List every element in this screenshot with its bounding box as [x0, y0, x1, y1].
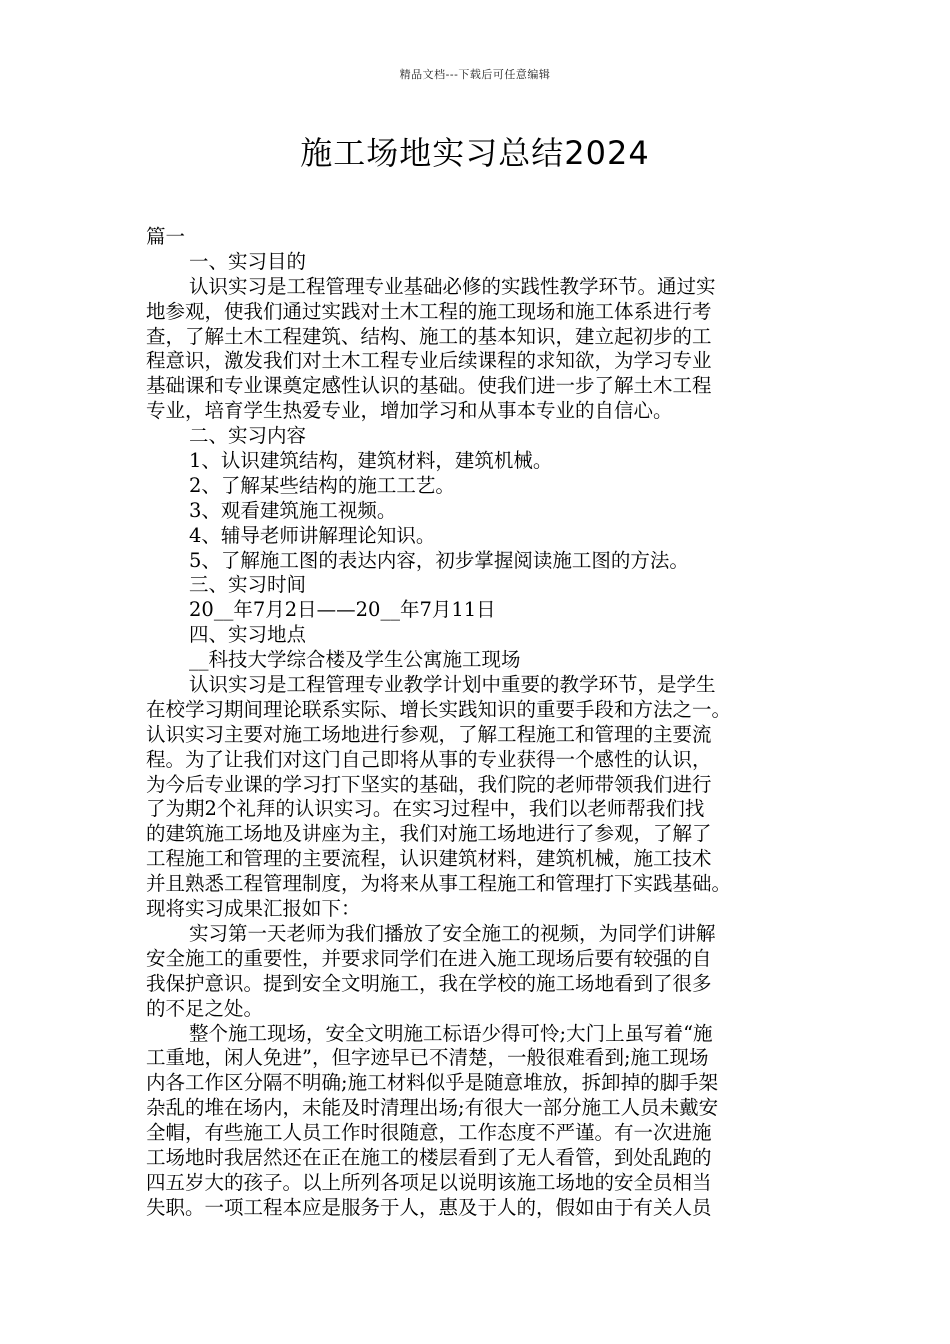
text-line: 的不足之处。: [146, 996, 264, 1020]
text-line: 杂乱的堆在场内，未能及时清理出场;有很大一部分施工人员未戴安: [146, 1096, 719, 1120]
text-line: 为今后专业课的学习打下坚实的基础，我们院的老师带领我们进行: [146, 772, 712, 796]
text-line: 一、实习目的: [189, 249, 307, 273]
text-line: 认识实习主要对施工场地进行参观，了解工程施工和管理的主要流: [146, 722, 712, 746]
text-line: 2、了解某些结构的施工工艺。: [189, 473, 455, 497]
text-line: 篇一: [146, 225, 186, 248]
text-line: 基础课和专业课奠定感性认识的基础。使我们进一步了解土木工程: [146, 374, 712, 398]
text-line: 认识实习是工程管理专业教学计划中重要的教学环节，是学生: [189, 673, 716, 697]
text-line: 实习第一天老师为我们播放了安全施工的视频，为同学们讲解: [189, 921, 716, 945]
text-line: 现将实习成果汇报如下：: [146, 897, 361, 921]
text-line: 四、实习地点: [189, 623, 307, 647]
text-line: 二、实习内容: [189, 424, 307, 448]
text-line: 程。为了让我们对这门自己即将从事的专业获得一个感性的认识，: [146, 747, 712, 771]
text-line: 程意识，激发我们对土木工程专业后续课程的求知欲，为学习专业: [146, 349, 712, 373]
document-title: 施工场地实习总结2024: [300, 134, 650, 172]
text-line: 20__年7月2日——20__年7月11日: [189, 598, 496, 622]
text-line: 了为期2个礼拜的认识实习。在实习过程中，我们以老师帮我们找: [146, 797, 705, 821]
text-line: 工程施工和管理的主要流程，认识建筑材料，建筑机械，施工技术: [146, 847, 712, 871]
text-line: 5、了解施工图的表达内容，初步掌握阅读施工图的方法。: [189, 548, 689, 572]
text-line: 工场地时我居然还在正在施工的楼层看到了无人看管，到处乱跑的: [146, 1145, 712, 1169]
text-line: 失职。一项工程本应是服务于人，惠及于人的，假如由于有关人员: [146, 1195, 712, 1219]
text-line: 并且熟悉工程管理制度，为将来从事工程施工和管理打下实践基础。: [146, 872, 732, 896]
text-line: 认识实习是工程管理专业基础必修的实践性教学环节。通过实: [189, 274, 716, 298]
text-line: 我保护意识。提到安全文明施工，我在学校的施工场地看到了很多: [146, 971, 712, 995]
text-line: 四五岁大的孩子。以上所列各项足以说明该施工场地的安全员相当: [146, 1170, 712, 1194]
text-line: 4、辅导老师讲解理论知识。: [189, 523, 436, 547]
text-line: 内各工作区分隔不明确;施工材料似乎是随意堆放，拆卸掉的脚手架: [146, 1071, 719, 1095]
text-line: 安全施工的重要性，并要求同学们在进入施工现场后要有较强的自: [146, 946, 712, 970]
text-line: 全帽，有些施工人员工作时很随意，工作态度不严谨。有一次进施: [146, 1121, 712, 1145]
document-body: [146, 225, 818, 1221]
text-line: 在校学习期间理论联系实际、增长实践知识的重要手段和方法之一。: [146, 697, 732, 721]
text-line: 地参观，使我们通过实践对土木工程的施工现场和施工体系进行考: [146, 299, 712, 323]
text-line: __科技大学综合楼及学生公寓施工现场: [189, 648, 521, 672]
text-line: 1、认识建筑结构，建筑材料，建筑机械。: [189, 449, 553, 473]
page-header: 精品文档---下载后可任意编辑: [399, 68, 551, 81]
text-line: 3、观看建筑施工视频。: [189, 498, 397, 522]
text-line: 的建筑施工场地及讲座为主，我们对施工场地进行了参观，了解了: [146, 822, 712, 846]
text-line: 整个施工现场，安全文明施工标语少得可怜;大门上虽写着“施: [189, 1021, 713, 1045]
text-line: 工重地，闲人免进”，但字迹早已不清楚，一般很难看到;施工现场: [146, 1046, 709, 1070]
text-line: 专业，培育学生热爱专业，增加学习和从事本专业的自信心。: [146, 399, 673, 423]
text-line: 查，了解土木工程建筑、结构、施工的基本知识，建立起初步的工: [146, 324, 712, 348]
text-line: 三、实习时间: [189, 573, 307, 597]
